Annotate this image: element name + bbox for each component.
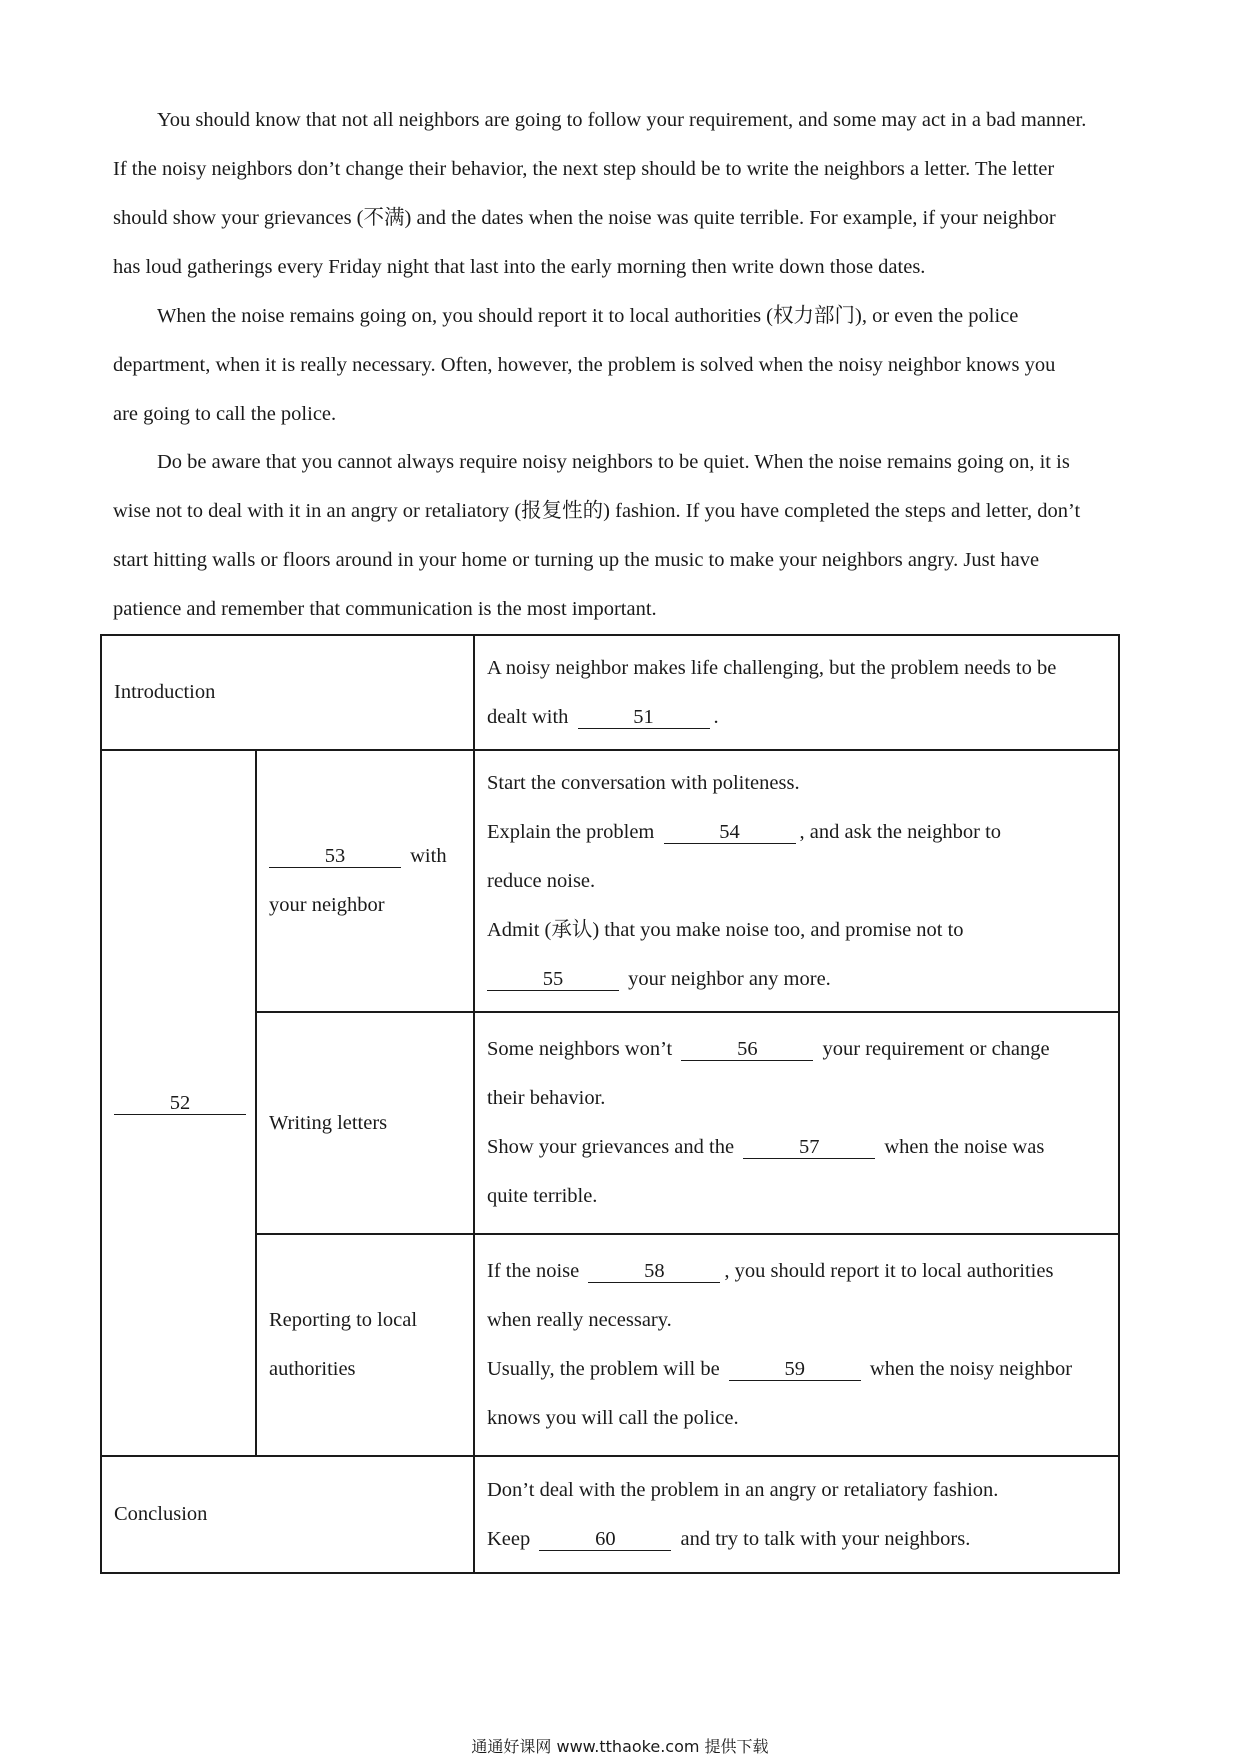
label-text: with [410,845,447,867]
content-line [487,1345,1106,1394]
content-line: their behavior. [487,1087,606,1109]
paragraph-line [113,145,1133,194]
paragraph-line [113,536,1133,585]
line-text: Do be aware that you cannot always require noisy neighbors to be quiet. When the noise remains going on, it is [157,451,1070,473]
content-line [487,1123,1106,1172]
content-line: reduce noise. [487,869,596,892]
talk-label [256,750,474,1012]
blank-53[interactable]: 53 [269,845,401,868]
content-line: when really necessary. [487,1309,672,1331]
paragraph-line [113,585,1133,634]
paragraph-2 [113,292,1133,439]
content-text: Explain the problem [487,820,655,843]
intro-text: . [713,705,719,728]
cell-text [487,1025,1106,1221]
page-footer: 通通好课网 www.tthaoke.com 提供下载 [471,1737,769,1756]
content-line: Start the conversation with politeness. [487,771,800,794]
blank-52[interactable]: 52 [114,1092,246,1115]
line-text: are going to call the police. [113,403,337,425]
content-line [487,1247,1106,1296]
conclusion-row [101,1456,1119,1573]
label-line [269,832,461,881]
line-text: department, when it is really necessary. Often, however, the problem is solved when the noisy neighbor knows you [113,354,1056,376]
content-line [487,955,1106,1004]
content-text: your neighbor any more. [628,967,831,990]
content-line: Admit (承认) that you make noise too, and promise not to [487,918,964,941]
line-text: When the noise remains going on, you should report it to local authorities (权力部门), or even the police [157,305,1019,327]
content-text: Keep [487,1527,531,1550]
intro-text: dealt with [487,705,569,728]
introduction-content [474,635,1119,750]
paragraph-line [113,292,1133,341]
content-line: knows you will call the police. [487,1407,739,1429]
line-text: wise not to deal with it in an angry or retaliatory (报复性的) fashion. If you have completed the steps and letter, don’t [113,500,1081,522]
cell-text [269,832,461,930]
section-label-cell [101,750,256,1456]
content-line [487,808,1106,857]
cell-text [487,1247,1106,1443]
paragraph-3 [113,438,1133,634]
content-text: and try to talk with your neighbors. [680,1527,971,1550]
line-text: should show your grievances (不满) and the dates when the noise was quite terrible. For example, if your neighbor [113,207,1056,229]
label-line: Reporting to local [269,1309,418,1331]
content-text: If the noise [487,1260,580,1282]
authorities-label [256,1234,474,1456]
cell-text [487,644,1106,742]
letters-content [474,1012,1119,1234]
content-line: Don’t deal with the problem in an angry or retaliatory fashion. [487,1478,999,1501]
paragraph-line [113,438,1133,487]
blank-58[interactable]: 58 [588,1260,720,1283]
content-text: , and ask the neighbor to [799,820,1002,843]
content-text: Show your grievances and the [487,1136,735,1158]
content-line: quite terrible. [487,1185,598,1207]
talk-row [101,750,1119,1012]
line-text: start hitting walls or floors around in your home or turning up the music to make your neighbors angry. Just have [113,549,1040,571]
blank-59[interactable]: 59 [729,1358,861,1381]
content-line [487,1025,1106,1074]
talk-content [474,750,1119,1012]
blank-51[interactable]: 51 [578,706,710,729]
introduction-row [101,635,1119,750]
label-line: authorities [269,1358,356,1380]
authorities-content [474,1234,1119,1456]
introduction-label: Introduction [101,635,474,750]
paragraph-line [113,194,1133,243]
label-line: your neighbor [269,894,385,916]
paragraph-line [113,390,1133,439]
blank-56[interactable]: 56 [681,1038,813,1061]
line-text: has loud gatherings every Friday night that last into the early morning then write down those dates. [113,256,926,278]
blank-60[interactable]: 60 [539,1528,671,1551]
blank-57[interactable]: 57 [743,1136,875,1159]
cell-text [269,1296,461,1394]
cell-text [487,1466,1106,1564]
intro-line: A noisy neighbor makes life challenging, but the problem needs to be [487,656,1057,679]
paragraph-line [113,487,1133,536]
cell-text [487,759,1106,1004]
blank-55[interactable]: 55 [487,968,619,991]
line-text: patience and remember that communication is the most important. [113,598,657,620]
intro-line [487,693,1106,742]
content-text: when the noisy neighbor [869,1358,1073,1380]
content-text: when the noise was [884,1136,1045,1158]
content-text: , you should report it to local authorities [724,1260,1054,1282]
paragraph-line [113,243,1133,292]
content-line [487,1515,1106,1564]
content-text: your requirement or change [822,1038,1050,1060]
paragraph-1 [113,96,1133,292]
conclusion-content [474,1456,1119,1573]
conclusion-label: Conclusion [101,1456,474,1573]
paragraph-line [113,341,1133,390]
paragraph-line [113,96,1133,145]
outline-table [100,634,1120,1574]
line-text: If the noisy neighbors don’t change their behavior, the next step should be to write the neighbors a letter. The letter [113,158,1055,180]
line-text: You should know that not all neighbors are going to follow your requirement, and some may act in a bad manner. [157,109,1087,131]
content-text: Usually, the problem will be [487,1358,720,1380]
blank-54[interactable]: 54 [664,821,796,844]
letters-label: Writing letters [256,1012,474,1234]
content-text: Some neighbors won’t [487,1038,673,1060]
